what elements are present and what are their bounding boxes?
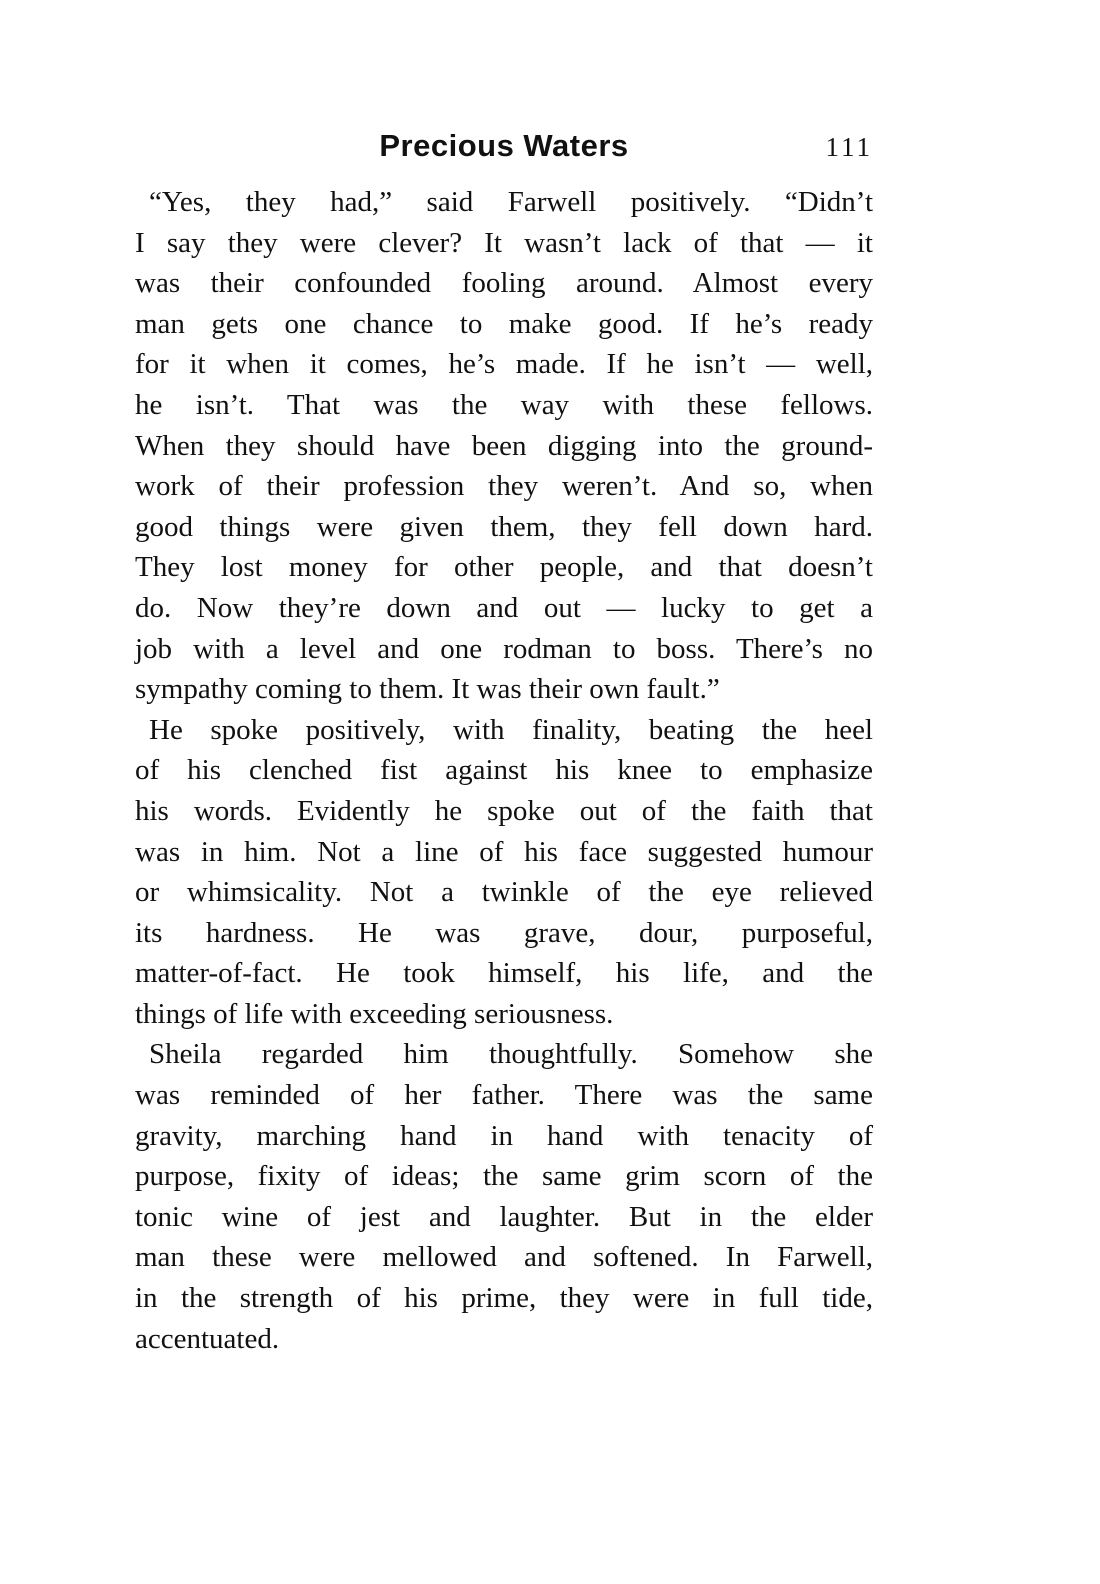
text-line: purpose, fixity of ideas; the same grim scorn of the [135, 1160, 873, 1193]
text-line: of his clenched fist against his knee to emphasize [135, 754, 873, 787]
text-line: “Yes, they had,” said Farwell positively. “Didn’t [149, 186, 873, 218]
text-line: things of life with exceeding seriousness. [135, 997, 614, 1030]
text-line: I say they were clever? It wasn’t lack of that — it [135, 226, 873, 259]
text-line: matter-of-fact. He took himself, his life, and the [135, 957, 873, 990]
text-line: He spoke positively, with finality, beating the heel [149, 713, 873, 746]
text-line: or whimsicality. Not a twinkle of the eye relieved [135, 876, 873, 909]
paragraph [135, 710, 873, 1035]
page-number: 111 [825, 132, 873, 162]
paragraph [135, 182, 873, 710]
text-line: sympathy coming to them. It was their own fault.” [135, 673, 720, 706]
text-line: was reminded of her father. There was the same [135, 1079, 873, 1112]
text-line: was in him. Not a line of his face suggested humour [135, 835, 873, 868]
text-line: his words. Evidently he spoke out of the faith that [135, 794, 873, 827]
text-line: was their confounded fooling around. Almost every [135, 267, 873, 300]
running-header [135, 128, 873, 168]
page-body [135, 182, 873, 1359]
chapter-title: Precious Waters [379, 128, 629, 163]
text-line: They lost money for other people, and that doesn’t [135, 551, 873, 584]
text-line: for it when it comes, he’s made. If he isn’t — well, [135, 348, 873, 381]
text-line: tonic wine of jest and laughter. But in the elder [135, 1200, 873, 1233]
text-line: good things were given them, they fell down hard. [135, 510, 873, 543]
text-line: he isn’t. That was the way with these fellows. [135, 388, 873, 421]
text-line: man gets one chance to make good. If he’s ready [135, 307, 873, 340]
text-line: When they should have been digging into the ground- [135, 429, 873, 462]
text-line: man these were mellowed and softened. In Farwell, [135, 1241, 873, 1274]
text-line: gravity, marching hand in hand with tenacity of [135, 1119, 873, 1152]
text-line: its hardness. He was grave, dour, purposeful, [135, 916, 873, 949]
text-line: do. Now they’re down and out — lucky to get a [135, 591, 873, 624]
text-line: Sheila regarded him thoughtfully. Somehow she [149, 1038, 873, 1071]
paragraph [135, 1034, 873, 1359]
text-line: work of their profession they weren’t. And so, when [135, 470, 873, 503]
text-line: in the strength of his prime, they were in full tide, [135, 1282, 873, 1315]
text-line: job with a level and one rodman to boss. There’s no [135, 632, 873, 665]
text-line: accentuated. [135, 1322, 280, 1355]
